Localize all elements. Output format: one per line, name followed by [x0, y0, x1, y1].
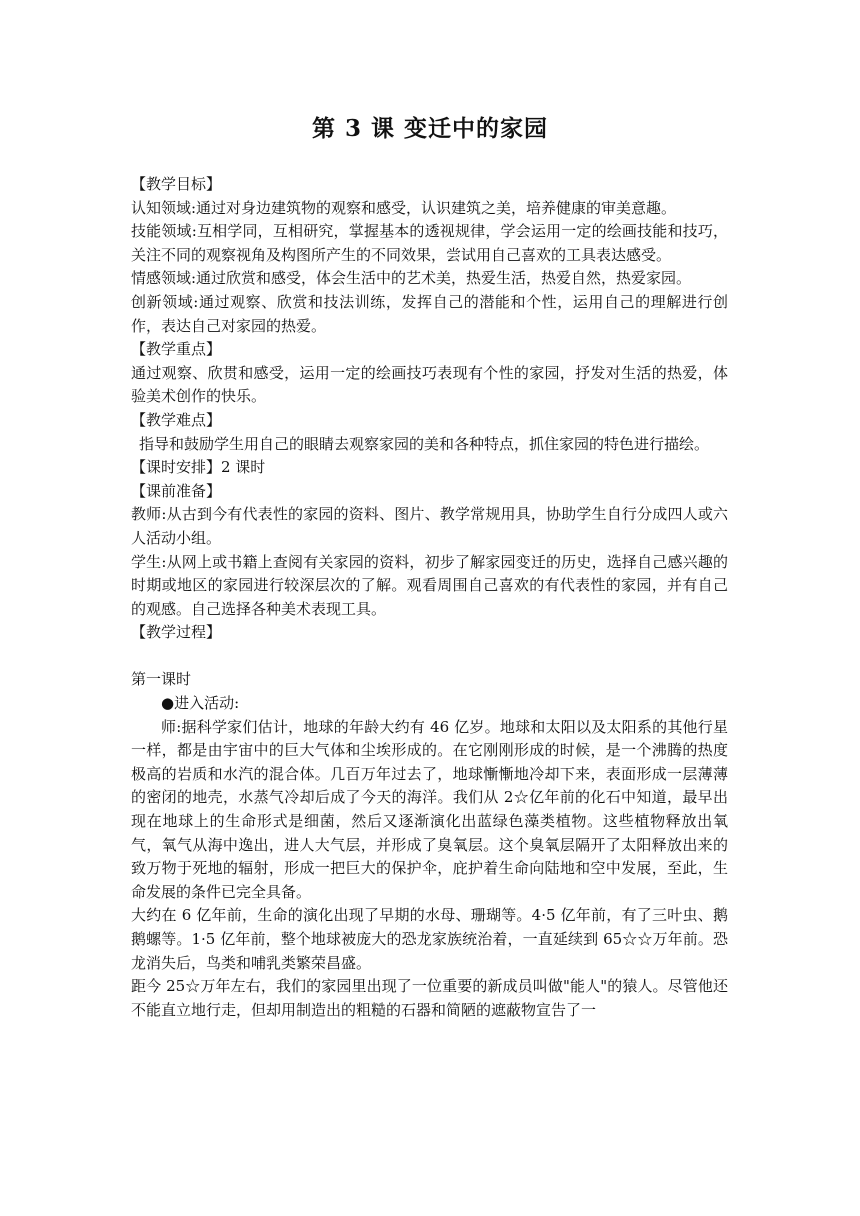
lesson-one-label: 第一课时 — [131, 670, 192, 689]
goals-heading: 【教学目标】 — [131, 175, 222, 193]
blank-line — [131, 645, 728, 669]
key-text: 通过观察、欣贯和感受，运用一定的绘画技巧表现有个性的家园，抒发对生活的热爱，体验美术创作的快乐。 — [131, 363, 728, 406]
paragraph-250-years: 距今 25☆万年左右，我们的家园里出现了一位重要的新成员叫做"能人"的猿人。尽管他还不能直立地行走，但却用制造出的粗糙的石器和简陋的遮蔽物宣告了一 — [131, 977, 728, 1019]
key-heading: 【教学重点】 — [131, 340, 222, 359]
schedule: 【课时安排】2 课时 — [131, 458, 266, 477]
activity-label: ●进入活动: — [161, 694, 240, 713]
prep-heading: 【课前准备】 — [131, 481, 222, 500]
goal-cognitive: 认知领域:通过对身边建筑物的观察和感受，认识建筑之美，培养健康的审美意趣。 — [131, 198, 677, 217]
paragraph-600m-years: 大约在 6 亿年前，生命的演化出现了早期的水母、珊瑚等。4·5 亿年前，有了三叶虫、鹅鹅螺等。1·5 亿年前，整个地球被庞大的恐龙家族统治着，一直延续到 65☆☆万年前。恐龙消失后，鸟类和哺乳类繁荣昌盛。 — [131, 906, 728, 972]
difficult-heading: 【教学难点】 — [131, 410, 222, 429]
document-body — [131, 173, 728, 1022]
prep-teacher: 教师:从古到今有代表性的家园的资料、图片、教学常规用具，协助学生自行分成四人或六人活动小组。 — [131, 505, 728, 547]
difficult-text: 指导和鼓励学生用自己的眼睛去观察家园的美和各种特点，抓住家园的特色进行描绘。 — [139, 434, 710, 453]
prep-student: 学生:从网上或书籍上查阅有关家园的资料，初步了解家园变迁的历史，选择自己感兴趣的时期或地区的家园进行较深层次的了解。观看周围自己喜欢的有代表性的家园，并有自己的观感。自己选择各种美术表现工具。 — [131, 552, 728, 618]
goal-innovation: 创新领域:通过观察、欣赏和技法训练，发挥自己的潜能和个性，运用自己的理解进行创作，表达自己对家园的热爱。 — [131, 292, 728, 335]
goal-skill: 技能领域:互相学同，互相研究，掌握基本的透视规律，学会运用一定的绘画技能和技巧，关注不同的观察视角及构图所产生的不同效果，尝试用自己喜欢的工具表达感受。 — [131, 222, 728, 264]
process-heading: 【教学过程】 — [131, 623, 222, 642]
paragraph-teacher: 师:据科学家们估计，地球的年龄大约有 46 亿岁。地球和太阳以及太阳系的其他行星一样，都是由宇宙中的巨大气体和尘埃形成的。在它刚刚形成的时候，是一个沸腾的热度极高的岩质和水汽的混合体。几百万年过去了，地球慚慚地冷却下来，表面形成一层薄薄的密闭的地壳，水蒸气冷却后成了今天的海洋。我们从 2☆亿年前的化石中知道，最早出现在地球上的生命形式是细菌，然后又逐渐演化出蓝绿色藻类植物。这些植物释放出氧气，氧气从海中逸出，进人大气层，并形成了臭氧层。这个臭氧层隔开了太阳释放出来的致万物于死地的辐射，形成一把巨大的保护伞，庇护着生命向陆地和空中发展，至此，生命发展的条件已完全具备。 — [131, 717, 728, 901]
goal-emotion: 情感领域:通过欣赏和感受，体会生活中的艺术美，热爱生活，热爱自然，热爱家园。 — [131, 269, 692, 288]
page-title: 第 3 课 变迁中的家园 — [311, 115, 549, 142]
